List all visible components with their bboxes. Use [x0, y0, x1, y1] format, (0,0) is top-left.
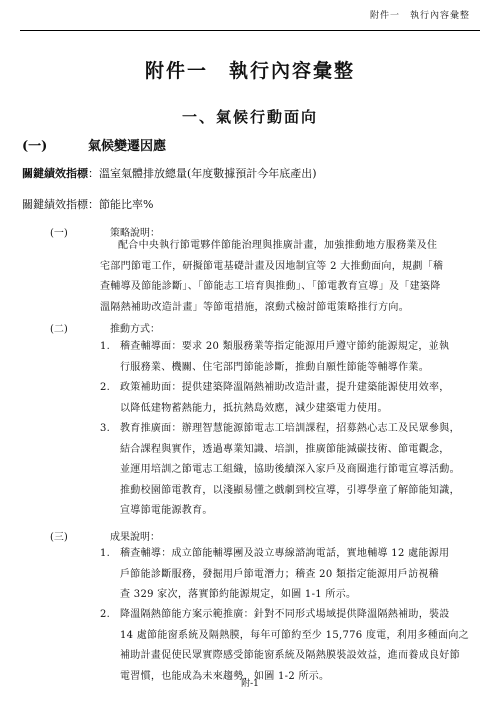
list-item-number: 1. [100, 341, 111, 352]
paragraph-line: 稽查輔導面：要求 20 類服務業等指定能源用戶遵守節約能源規定，並執 [120, 341, 450, 352]
strategy-label: (一) [50, 228, 68, 239]
list-item-number: 2. [100, 609, 111, 620]
kpi-energy-saving: 關鍵績效指標：節能比率% [22, 198, 154, 211]
results-title: 成果說明： [110, 532, 160, 543]
paragraph-line: 教育推廣面：辦理智慧能源節電志工培訓課程，招募熱心志工及民眾參與， [120, 423, 460, 434]
paragraph-line: 查 329 家次，落實節約能源規定，如圖 1-1 所示。 [120, 589, 357, 600]
list-item [120, 605, 480, 687]
paragraph-line: 電習慣，也能成為未來趨勢，如圖 1-2 所示。 [120, 670, 330, 682]
paragraph-line: 查輔導及節能診斷」、「節能志工培育與推動」、「節電教育宣導」及「建築降 [100, 281, 441, 292]
subsection-title: 氣候變遷因應 [88, 139, 167, 154]
kpi-value: ：溫室氣體排放總量(年度數據預計今年底產出) [88, 167, 317, 180]
list-item [120, 544, 480, 606]
paragraph-line: 政策補助面：提供建築降溫隔熱補助改造計畫，提升建築能源使用效率， [120, 382, 450, 393]
paragraph-line: 降溫隔熱節能方案示範推廣：針對不同形式場域提供降溫隔熱補助，裝設 [120, 609, 450, 620]
list-item-number: 1. [100, 548, 111, 559]
paragraph-line: 配合中央執行節電夥伴節能治理與推廣計畫，加強推動地方服務業及住 [118, 240, 438, 251]
paragraph-line: 結合課程與實作，透過專業知識、培訓，推廣節能減碳技術、節電觀念， [120, 443, 450, 455]
paragraph-line: 行服務業、機關、住宅部門節能診斷，推動自願性節能等輔導作業。 [120, 361, 429, 373]
section-heading: 一、氣候行動面向 [181, 108, 318, 126]
methods-label: (二) [50, 324, 68, 335]
list-item-number: 2. [100, 382, 111, 393]
paragraph-line: 溫隔熱補助改造計畫」等節電措施，滾動式檢討節電策略推行方向。 [100, 301, 409, 313]
paragraph-line: 並運用培訓之節電志工組織，協助後續深入家戶及商圈進行節電宣導活動。 [120, 464, 460, 475]
page-number: 附-1 [241, 679, 259, 689]
kpi-label: 關鍵績效指標 [22, 167, 88, 180]
page-title: 附件一 執行內容彙整 [144, 60, 355, 82]
header-tag: 附件一 執行內容彙整 [369, 11, 470, 21]
paragraph-line: 宅部門節電工作，研擬節電基礎計畫及因地制宜等 2 大推動面向，規劃「稽 [100, 260, 444, 272]
methods-title: 推動方式： [110, 324, 160, 335]
list-item [120, 419, 480, 522]
subsection-label: (一) [22, 139, 48, 154]
list-item [120, 337, 480, 378]
paragraph-line: 稽查輔導：成立節能輔導團及設立專線諮詢電話，實地輔導 12 處能源用 [120, 548, 450, 559]
results-label: (三) [50, 532, 68, 543]
strategy-title: 策略說明： [110, 228, 160, 239]
paragraph-line: 戶節能診斷服務，發掘用戶節電潛力；稽查 20 類指定能源用戶訪視稽 [120, 568, 439, 580]
list-item-number: 3. [100, 423, 111, 434]
strategy-paragraph [100, 236, 480, 318]
list-item [120, 378, 480, 419]
paragraph-line: 宣導節電能源教育。 [120, 505, 213, 516]
kpi-emissions [22, 165, 317, 181]
paragraph-line: 補助計畫促使民眾實際感受節能窗系統及隔熱膜裝設效益，進而養成良好節 [120, 650, 460, 661]
header-divider [20, 30, 480, 31]
paragraph-line: 推動校園節電教育，以淺顯易懂之戲劇到校宣導，引導學童了解節能知識， [120, 484, 460, 496]
paragraph-line: 以降低建物蓄熱能力，抵抗熱島效應，減少建築電力使用。 [120, 402, 388, 414]
paragraph-line: 14 處節能窗系統及隔熱膜，每年可節約至少 15,776 度電，利用多種面向之 [120, 629, 469, 641]
